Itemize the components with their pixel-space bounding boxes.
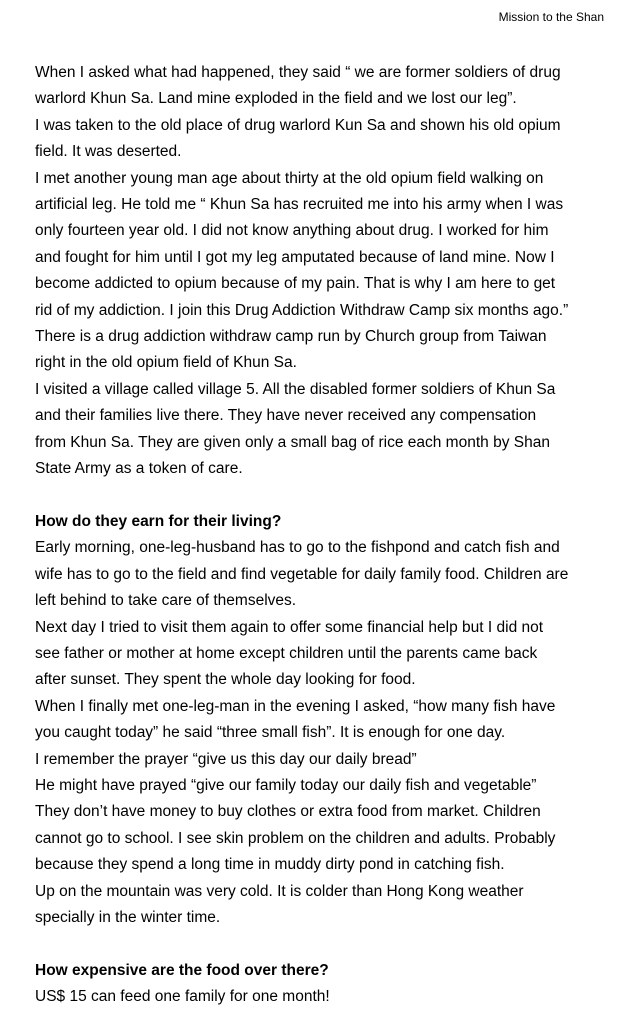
body-line: warlord Khun Sa. Land mine exploded in the field and we lost our leg”.	[35, 90, 517, 108]
body-line: State Army as a token of care.	[35, 460, 243, 478]
body-line: US$ 15 can feed one family for one month!	[35, 988, 330, 1006]
body-line: Up on the mountain was very cold. It is colder than Hong Kong weather	[35, 882, 524, 900]
body-line: because they spend a long time in muddy dirty pond in catching fish.	[35, 856, 505, 874]
body-line: left behind to take care of themselves.	[35, 592, 297, 610]
body-line: I visited a village called village 5. All the disabled former soldiers of Khun Sa	[35, 380, 556, 398]
body-line: artificial leg. He told me “ Khun Sa has recruited me into his army when I was	[35, 196, 564, 214]
body-line: from Khun Sa. They are given only a small bag of rice each month by Shan	[35, 433, 550, 451]
running-header: Mission to the Shan	[498, 10, 604, 24]
section-heading: How do they earn for their living?	[35, 512, 282, 530]
body-line: and fought for him until I got my leg amputated because of land mine. Now I	[35, 248, 555, 266]
body-line: He might have prayed “give our family today our daily fish and vegetable”	[35, 776, 537, 794]
body-line: Next day I tried to visit them again to offer some financial help but I did not	[35, 618, 544, 636]
body-line: cannot go to school. I see skin problem on the children and adults. Probably	[35, 829, 556, 847]
body-line: When I asked what had happened, they said “ we are former soldiers of drug	[35, 64, 561, 81]
body-line: you caught today” he said “three small fish”. It is enough for one day.	[35, 724, 506, 742]
section-heading: How expensive are the food over there?	[35, 961, 329, 979]
document-body	[35, 60, 610, 1011]
body-line: field. It was deserted.	[35, 143, 182, 161]
body-line: and their families live there. They have never received any compensation	[35, 407, 537, 425]
body-line: right in the old opium field of Khun Sa.	[35, 354, 297, 372]
body-line: I remember the prayer “give us this day our daily bread”	[35, 750, 417, 768]
body-line: There is a drug addiction withdraw camp run by Church group from Taiwan	[35, 328, 547, 346]
paragraph-gap	[35, 931, 610, 957]
body-line: When I finally met one-leg-man in the evening I asked, “how many fish have	[35, 697, 556, 715]
body-line: become addicted to opium because of my pain. That is why I am here to get	[35, 275, 556, 293]
body-line: see father or mother at home except children until the parents came back	[35, 644, 538, 662]
body-line: wife has to go to the field and find vegetable for daily family food. Children are	[35, 565, 569, 583]
body-line: specially in the winter time.	[35, 908, 221, 926]
body-line: rid of my addiction. I join this Drug Addiction Withdraw Camp six months ago.”	[35, 301, 569, 319]
body-line: Early morning, one-leg-husband has to go to the fishpond and catch fish and	[35, 539, 560, 557]
paragraph-gap	[35, 483, 610, 509]
body-line: I was taken to the old place of drug warlord Kun Sa and shown his old opium	[35, 116, 561, 134]
body-line: They don’t have money to buy clothes or extra food from market. Children	[35, 803, 541, 821]
body-line: only fourteen year old. I did not know anything about drug. I worked for him	[35, 222, 549, 240]
body-line: I met another young man age about thirty at the old opium field walking on	[35, 169, 544, 187]
body-line: after sunset. They spent the whole day looking for food.	[35, 671, 416, 689]
